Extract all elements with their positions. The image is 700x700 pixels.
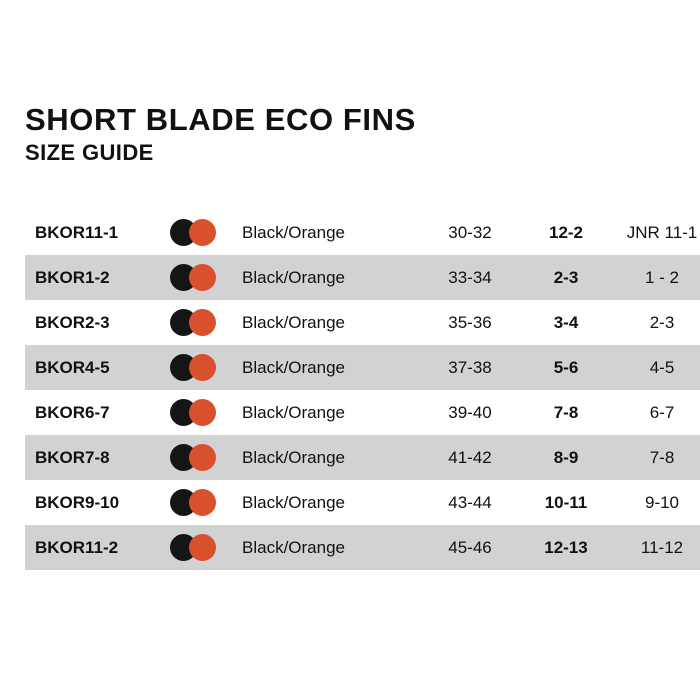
table-row (25, 300, 700, 345)
orange-dot-icon (189, 399, 216, 426)
cell-uk-size: 7-8 (553, 402, 579, 422)
black-orange-swatch-icon (170, 444, 222, 471)
cell-euro-size: 43-44 (448, 492, 492, 512)
cell-us-size: 1 - 2 (644, 267, 680, 287)
orange-dot-icon (189, 444, 216, 471)
cell-us-size: 9-10 (644, 492, 680, 512)
black-orange-swatch-icon (170, 399, 222, 426)
cell-uk-size: 12-2 (548, 222, 584, 242)
cell-product-code: BKOR4-5 (35, 357, 110, 377)
cell-uk-size: 8-9 (553, 447, 579, 467)
table-row (25, 480, 700, 525)
cell-colour-name: Black/Orange (242, 267, 345, 287)
black-orange-swatch-icon (170, 354, 222, 381)
cell-colour-name: Black/Orange (242, 402, 345, 422)
cell-us-size: 2-3 (649, 312, 675, 332)
table-row (25, 525, 700, 570)
cell-euro-size: 37-38 (448, 357, 492, 377)
cell-colour-swatch (170, 255, 242, 300)
black-orange-swatch-icon (170, 264, 222, 291)
cell-product-code: BKOR7-8 (35, 447, 110, 467)
cell-colour-name: Black/Orange (242, 357, 345, 377)
orange-dot-icon (189, 354, 216, 381)
cell-uk-size: 3-4 (553, 312, 579, 332)
cell-uk-size: 2-3 (553, 267, 579, 287)
orange-dot-icon (189, 489, 216, 516)
cell-colour-swatch (170, 345, 242, 390)
black-orange-swatch-icon (170, 309, 222, 336)
cell-colour-swatch (170, 210, 242, 255)
cell-colour-swatch (170, 390, 242, 435)
cell-uk-size: 10-11 (544, 492, 588, 512)
cell-colour-name: Black/Orange (242, 537, 345, 557)
black-orange-swatch-icon (170, 534, 222, 561)
cell-us-size: 11-12 (640, 537, 684, 557)
cell-euro-size: 41-42 (448, 447, 492, 467)
table-row (25, 345, 700, 390)
cell-colour-name: Black/Orange (242, 492, 345, 512)
cell-colour-swatch (170, 435, 242, 480)
cell-colour-name: Black/Orange (242, 222, 345, 242)
orange-dot-icon (189, 309, 216, 336)
table-row (25, 435, 700, 480)
cell-product-code: BKOR2-3 (35, 312, 110, 332)
cell-colour-swatch (170, 300, 242, 345)
cell-euro-size: 30-32 (448, 222, 492, 242)
cell-colour-name: Black/Orange (242, 447, 345, 467)
cell-uk-size: 5-6 (553, 357, 579, 377)
table-row (25, 390, 700, 435)
cell-us-size: JNR 11-1 (626, 222, 698, 242)
cell-product-code: BKOR11-2 (35, 537, 119, 557)
cell-product-code: BKOR1-2 (35, 267, 110, 287)
page-title: SHORT BLADE ECO FINS (25, 102, 416, 137)
table-row (25, 210, 700, 255)
cell-euro-size: 33-34 (448, 267, 492, 287)
black-orange-swatch-icon (170, 489, 222, 516)
cell-euro-size: 45-46 (448, 537, 492, 557)
black-orange-swatch-icon (170, 219, 222, 246)
orange-dot-icon (189, 534, 216, 561)
cell-product-code: BKOR6-7 (35, 402, 110, 422)
cell-us-size: 7-8 (649, 447, 675, 467)
table-row (25, 255, 700, 300)
orange-dot-icon (189, 264, 216, 291)
size-guide-table (25, 210, 700, 570)
cell-us-size: 6-7 (649, 402, 675, 422)
cell-colour-name: Black/Orange (242, 312, 345, 332)
cell-product-code: BKOR11-1 (35, 222, 119, 242)
cell-colour-swatch (170, 480, 242, 525)
cell-product-code: BKOR9-10 (35, 492, 120, 512)
cell-us-size: 4-5 (649, 357, 675, 377)
page-subtitle: SIZE GUIDE (25, 139, 154, 165)
cell-uk-size: 12-13 (544, 537, 588, 557)
cell-euro-size: 35-36 (448, 312, 492, 332)
title-block (25, 104, 416, 165)
cell-euro-size: 39-40 (448, 402, 492, 422)
cell-colour-swatch (170, 525, 242, 570)
size-guide-table-body (25, 210, 700, 570)
orange-dot-icon (189, 219, 216, 246)
